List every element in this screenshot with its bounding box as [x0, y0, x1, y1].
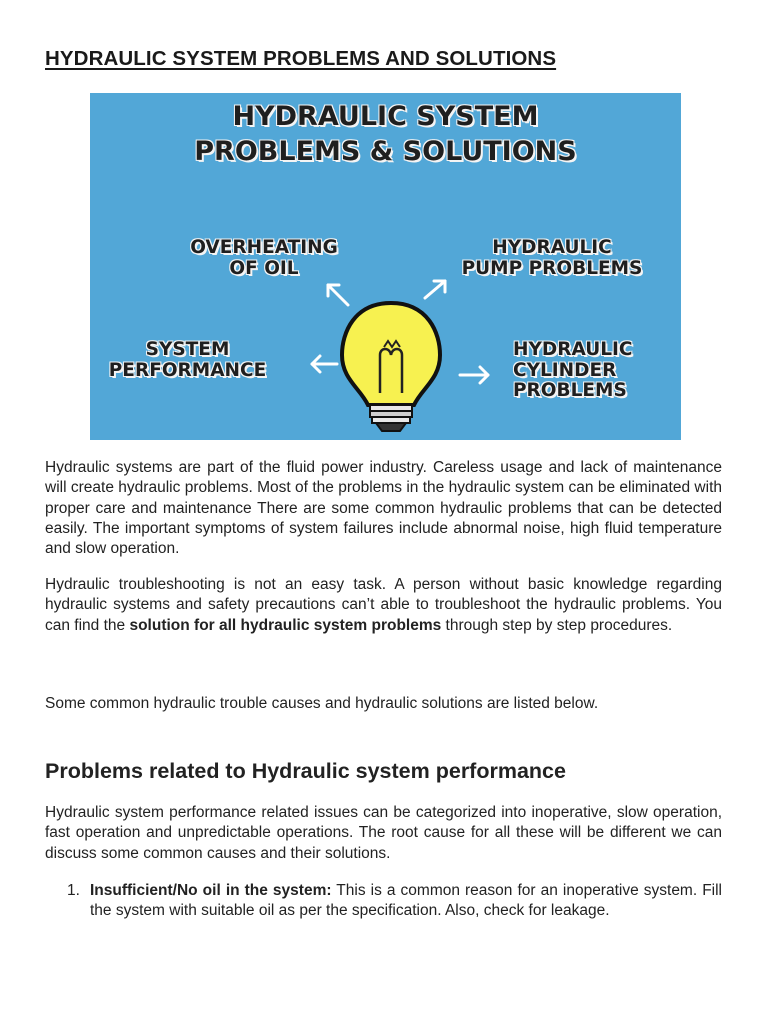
list-item-body: [90, 881, 722, 922]
causes-intro-paragraph: Some common hydraulic trouble causes and hydraulic solutions are listed below.: [45, 695, 599, 712]
label-line: OVERHEATING: [190, 237, 338, 258]
troubleshooting-paragraph: [45, 575, 722, 636]
banner-title-line: PROBLEMS & SOLUTIONS: [194, 136, 577, 168]
label-line: CYLINDER: [513, 359, 617, 381]
list-item-heading: Insufficient/No oil in the system:: [90, 882, 332, 899]
banner-title-line: HYDRAULIC SYSTEM: [232, 101, 539, 132]
label-line: SYSTEM: [145, 339, 230, 360]
paragraph-text: through step by step procedures.: [441, 616, 673, 634]
intro-paragraph: Hydraulic systems are part of the fluid power industry. Careless usage and lack of maintenance will create hydraulic problems. Most of the problems in the hydraulic system can be eliminated with proper care and maintenance There are some common hydraulic problems that can be detected easily. The important symptoms of system failures include abnormal noise, high fluid temperature and slow operation.: [45, 459, 722, 558]
arrow-left-icon: [312, 356, 337, 372]
arrow-up-right-icon: [425, 281, 445, 298]
section-heading: Problems related to Hydraulic system performance: [45, 759, 566, 783]
paragraph-text: Hydraulic troubleshooting is not an easy task. A person without basic knowledge regarding hydraulic systems and safety precautions can’t able to troubleshoot the hydraulic problems. You can find the: [45, 576, 722, 634]
list-item-text: This is a common reason for an inoperative system. Fill the system with suitable oil as per the specification. Also, check for leakage.: [90, 882, 722, 920]
label-line: HYDRAULIC: [513, 339, 633, 360]
light-bulb-icon: [342, 303, 440, 431]
arrow-up-left-icon: [328, 285, 348, 305]
page-title: HYDRAULIC SYSTEM PROBLEMS AND SOLUTIONS: [45, 47, 557, 70]
bulb-and-arrows-graphic: [90, 93, 681, 440]
arrow-right-icon: [460, 367, 488, 383]
label-line: PUMP PROBLEMS: [461, 257, 643, 279]
label-line: OF OIL: [229, 257, 299, 279]
list-item-number: 1.: [67, 882, 80, 899]
label-line: PERFORMANCE: [108, 359, 267, 381]
hydraulic-infographic-image: [90, 93, 681, 440]
solution-link-text: solution for all hydraulic system problems: [129, 616, 442, 634]
label-line: PROBLEMS: [513, 380, 627, 402]
label-line: HYDRAULIC: [492, 237, 612, 258]
performance-paragraph: Hydraulic system performance related issues can be categorized into inoperative, slow operation, fast operation and unpredictable operations. The root cause for all these will be different we can discuss some common causes and their solutions.: [45, 804, 722, 862]
